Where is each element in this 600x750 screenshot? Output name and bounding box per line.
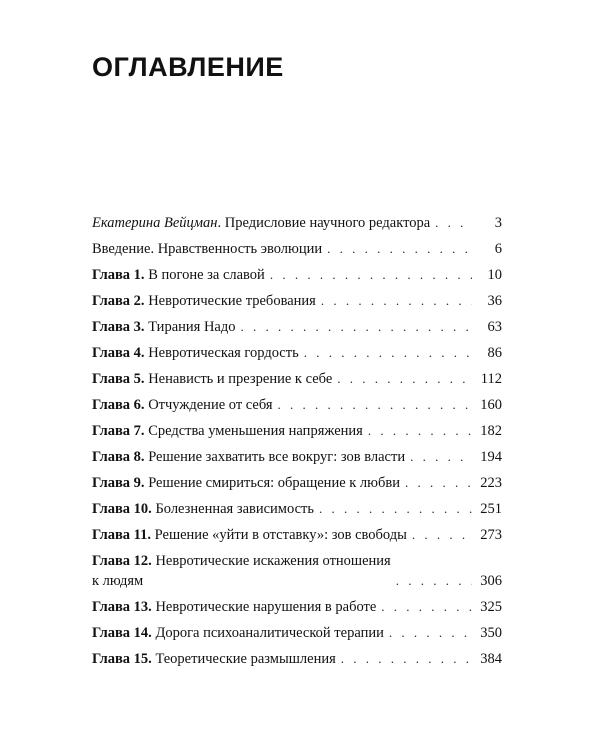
entry-page-number: 3: [494, 215, 502, 231]
entry-title: Средства уменьшения напряжения: [144, 423, 363, 439]
entry-title: Решение «уйти в отставку»: зов свободы: [151, 527, 407, 543]
toc-entry[interactable]: [92, 266, 502, 284]
entry-title: Невротические нарушения в работе: [151, 599, 377, 615]
leader-dots: [412, 526, 472, 544]
leader-dots: [396, 572, 472, 590]
entry-page-number: 10: [487, 267, 502, 283]
leader-dots: [321, 292, 472, 310]
toc-entry[interactable]: [92, 292, 502, 310]
entry-page-number: 384: [480, 651, 502, 667]
chapter-number: Глава 12.: [92, 553, 152, 569]
entry-title-continued: к людям: [92, 573, 144, 589]
chapter-number: Глава 14.: [92, 625, 152, 641]
toc-entry[interactable]: [92, 318, 502, 336]
entry-page-number: 182: [480, 423, 502, 439]
leader-dots: [337, 370, 472, 388]
chapter-number: Глава 15.: [92, 651, 152, 667]
chapter-number: Глава 7.: [92, 423, 145, 439]
leader-dots: [389, 624, 472, 642]
chapter-number: Глава 5.: [92, 371, 145, 387]
entry-page-number: 251: [480, 501, 502, 517]
chapter-number: Глава 9.: [92, 475, 145, 491]
leader-dots: [368, 422, 472, 440]
chapter-number: Глава 1.: [92, 267, 145, 283]
leader-dots: [319, 500, 472, 518]
leader-dots: [405, 474, 472, 492]
chapter-number: Глава 3.: [92, 319, 145, 335]
table-of-contents: [92, 214, 502, 668]
entry-title: В погоне за славой: [144, 267, 265, 283]
page-title: ОГЛАВЛЕНИЕ: [92, 52, 284, 82]
entry-title: Болезненная зависимость: [151, 501, 314, 517]
toc-entry[interactable]: [92, 396, 502, 414]
toc-entry[interactable]: [92, 552, 502, 590]
leader-dots: [304, 344, 472, 362]
toc-entry[interactable]: [92, 448, 502, 466]
chapter-number: Глава 6.: [92, 397, 145, 413]
entry-page-number: 325: [480, 599, 502, 615]
toc-entry[interactable]: [92, 370, 502, 388]
toc-entry[interactable]: [92, 214, 502, 232]
entry-title: Решение смириться: обращение к любви: [144, 475, 400, 491]
toc-entry[interactable]: [92, 344, 502, 362]
toc-entry[interactable]: [92, 422, 502, 440]
leader-dots: [327, 240, 472, 258]
entry-page-number: 223: [480, 475, 502, 491]
chapter-number: Глава 2.: [92, 293, 145, 309]
leader-dots: [381, 598, 472, 616]
entry-page-number: 86: [487, 345, 502, 361]
leader-dots: [278, 396, 472, 414]
chapter-number: Глава 10.: [92, 501, 152, 517]
entry-page-number: 6: [494, 241, 502, 257]
entry-page-number: 306: [480, 573, 502, 589]
entry-title: Введение. Нравственность эволюции: [92, 241, 323, 257]
chapter-number: Глава 4.: [92, 345, 145, 361]
toc-entry[interactable]: [92, 526, 502, 544]
entry-title: Ненависть и презрение к себе: [144, 371, 333, 387]
entry-title: . Предисловие научного редактора: [217, 215, 431, 231]
leader-dots: [270, 266, 472, 284]
entry-page-number: 63: [487, 319, 502, 335]
toc-entry[interactable]: [92, 474, 502, 492]
toc-entry[interactable]: [92, 500, 502, 518]
entry-title: Невротические искажения отношения: [151, 553, 391, 569]
entry-page-number: 194: [480, 449, 502, 465]
entry-title: Невротическая гордость: [144, 345, 299, 361]
entry-page-number: 350: [480, 625, 502, 641]
leader-dots: [435, 214, 472, 232]
entry-title: Отчуждение от себя: [144, 397, 273, 413]
entry-title: Решение захватить все вокруг: зов власти: [144, 449, 406, 465]
entry-page-number: 112: [480, 371, 502, 387]
entry-page-number: 273: [480, 527, 502, 543]
entry-title: Тирания Надо: [144, 319, 236, 335]
toc-entry[interactable]: [92, 598, 502, 616]
toc-entry[interactable]: [92, 650, 502, 668]
leader-dots: [410, 448, 472, 466]
toc-entry[interactable]: [92, 624, 502, 642]
entry-title: Теоретические размышления: [151, 651, 336, 667]
entry-author: Екатерина Вейцман: [92, 215, 218, 231]
chapter-number: Глава 8.: [92, 449, 145, 465]
entry-title: Дорога психоаналитической терапии: [151, 625, 384, 641]
toc-entry[interactable]: [92, 240, 502, 258]
entry-page-number: 160: [480, 397, 502, 413]
entry-title: Невротические требования: [144, 293, 316, 309]
chapter-number: Глава 11.: [92, 527, 152, 543]
leader-dots: [341, 650, 472, 668]
chapter-number: Глава 13.: [92, 599, 152, 615]
leader-dots: [240, 318, 472, 336]
entry-page-number: 36: [487, 293, 502, 309]
